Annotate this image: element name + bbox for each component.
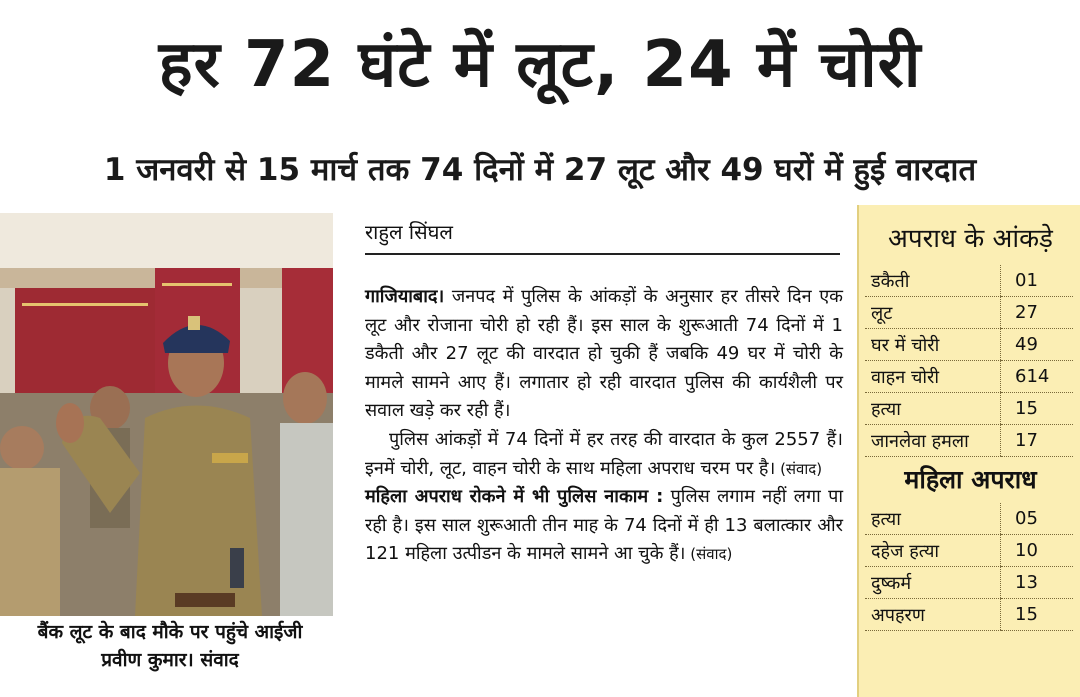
stat-value: 05 bbox=[1001, 503, 1074, 535]
stat-label: लूट bbox=[865, 297, 1001, 329]
stat-label: अपहरण bbox=[865, 599, 1001, 631]
article-body bbox=[365, 283, 843, 569]
paragraph-2-credit: (संवाद) bbox=[775, 459, 823, 478]
paragraph-2 bbox=[365, 426, 843, 483]
stat-label: घर में चोरी bbox=[865, 329, 1001, 361]
table-row bbox=[865, 503, 1073, 535]
table-row bbox=[865, 265, 1073, 297]
photo-caption bbox=[0, 618, 340, 674]
subheadline: 1 जनवरी से 15 मार्च तक 74 दिनों में 27 लूट और 49 घरों में हुई वारदात bbox=[103, 152, 977, 188]
table-row bbox=[865, 425, 1073, 457]
paragraph-1-text: जनपद में पुलिस के आंकड़ों के अनुसार हर तीसरे दिन एक लूट और रोजाना चोरी हो रही हैं। इस साल के शुरूआती 74 दिनों में 1 डकैती और 27 लूट की वारदात हो चुकी हैं जबकि 49 घर में चोरी के मामले सामने आए हैं। लगातार हो रही वारदात पुलिस की कार्यशैली पर सवाल खड़े कर रही हैं। bbox=[365, 286, 843, 422]
news-photo bbox=[0, 213, 333, 616]
table-row bbox=[865, 567, 1073, 599]
caption-line-2: प्रवीण कुमार। संवाद bbox=[101, 649, 239, 671]
table-row bbox=[865, 535, 1073, 567]
table-row bbox=[865, 361, 1073, 393]
stat-label: दहेज हत्या bbox=[865, 535, 1001, 567]
caption-line-1: बैंक लूट के बाद मौके पर पहुंचे आईजी bbox=[37, 621, 303, 643]
stat-label: डकैती bbox=[865, 265, 1001, 297]
stat-value: 49 bbox=[1001, 329, 1074, 361]
stat-value: 27 bbox=[1001, 297, 1074, 329]
stat-value: 15 bbox=[1001, 393, 1074, 425]
byline: राहुल सिंघल bbox=[365, 218, 840, 255]
table-row bbox=[865, 393, 1073, 425]
stat-label: जानलेवा हमला bbox=[865, 425, 1001, 457]
dateline: गाजियाबाद। bbox=[365, 286, 445, 307]
stat-label: दुष्कर्म bbox=[865, 567, 1001, 599]
stat-value: 614 bbox=[1001, 361, 1074, 393]
crime-stats-box bbox=[857, 205, 1080, 697]
headline: हर 72 घंटे में लूट, 24 में चोरी bbox=[158, 28, 922, 102]
stat-label: हत्या bbox=[865, 503, 1001, 535]
paragraph-3 bbox=[365, 483, 843, 569]
women-crime-title: महिला अपराध bbox=[904, 465, 1037, 494]
women-crime-table bbox=[865, 503, 1073, 631]
stat-value: 17 bbox=[1001, 425, 1074, 457]
subheading: महिला अपराध रोकने में भी पुलिस नाकाम : bbox=[365, 486, 664, 508]
stat-value: 15 bbox=[1001, 599, 1074, 631]
stat-value: 01 bbox=[1001, 265, 1074, 297]
stat-label: हत्या bbox=[865, 393, 1001, 425]
stat-label: वाहन चोरी bbox=[865, 361, 1001, 393]
paragraph-2-text: पुलिस आंकड़ों में 74 दिनों में हर तरह की वारदात के कुल 2557 हैं। इनमें चोरी, लूट, वाहन चोरी के साथ महिला अपराध चरम पर है। bbox=[365, 428, 843, 479]
table-row bbox=[865, 297, 1073, 329]
table-row bbox=[865, 329, 1073, 361]
stat-value: 13 bbox=[1001, 567, 1074, 599]
stat-value: 10 bbox=[1001, 535, 1074, 567]
paragraph-3-credit: (संवाद) bbox=[685, 545, 733, 564]
table-row bbox=[865, 599, 1073, 631]
paragraph-1 bbox=[365, 283, 843, 426]
crime-stats-table bbox=[865, 265, 1073, 457]
stats-title: अपराध के आंकड़े bbox=[888, 224, 1053, 254]
paragraph-3-text: पुलिस लगाम नहीं लगा पा रही है। इस साल शुरूआती तीन माह के 74 दिनों में ही 13 बलात्कार और 121 महिला उत्पीडन के मामले सामने आ चुके हैं। bbox=[365, 486, 843, 565]
